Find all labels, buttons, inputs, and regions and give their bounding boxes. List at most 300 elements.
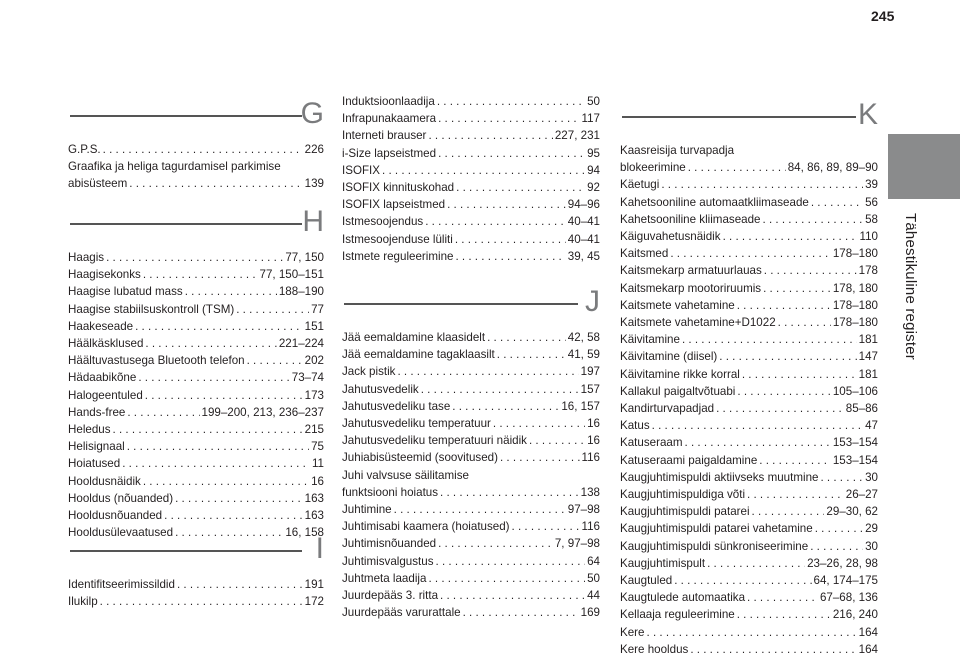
- dot-leader: [164, 507, 303, 524]
- index-entry-pages: 163: [304, 491, 324, 505]
- index-entry: [342, 501, 600, 518]
- index-entry-term: Käetugi: [620, 178, 660, 192]
- index-entry-term: Katuseraami paigaldamine: [620, 453, 758, 467]
- index-entry-list: [342, 329, 600, 621]
- dot-leader: [759, 452, 831, 469]
- chapter-side-label: Tähestikuline register: [902, 213, 919, 360]
- index-entry: [68, 141, 324, 158]
- index-entry-term: Juhtimisabi kaamera (hoiatused): [342, 520, 510, 534]
- index-entry-pages: 221–224: [278, 337, 324, 351]
- index-entry-pages: 39, 45: [567, 249, 600, 263]
- index-entry-term: Jahutusvedeliku tase: [342, 399, 451, 413]
- index-entry-pages: 92: [587, 181, 600, 195]
- index-entry-term: Juhtmeta laadija: [342, 571, 427, 585]
- index-entry-pages: 16, 157: [561, 399, 600, 413]
- index-entry-term: Kaitsmete vahetamine: [620, 298, 735, 312]
- index-entry: [68, 455, 324, 472]
- index-entry-pages: 163: [304, 509, 324, 523]
- index-entry-term: Hoiatused: [68, 457, 121, 471]
- index-entry-term: Kaitsmed: [620, 247, 669, 261]
- index-entry-pages: 151: [304, 319, 324, 333]
- index-entry-pages: 157: [580, 382, 600, 396]
- section-letter: K: [857, 98, 878, 131]
- dot-leader: [674, 572, 811, 589]
- index-entry-pages: 7, 97–98: [554, 537, 600, 551]
- index-entry-pages: 178: [858, 264, 878, 278]
- dot-leader: [122, 455, 310, 472]
- index-entry: [620, 331, 878, 348]
- index-entry: [342, 398, 600, 415]
- index-entry: [342, 145, 600, 162]
- dot-leader: [512, 518, 580, 535]
- index-entry: [342, 329, 600, 346]
- index-entry-pages: 30: [865, 539, 878, 553]
- dot-leader: [103, 141, 303, 158]
- dot-leader: [647, 624, 857, 641]
- index-entry-term: Hooldusnõuanded: [68, 509, 163, 523]
- index-entry-term: Kere hooldus: [620, 642, 689, 656]
- dot-leader: [815, 520, 863, 537]
- index-entry: [68, 473, 324, 490]
- index-entry-pages: 227, 231: [554, 129, 600, 143]
- index-entry: [68, 175, 324, 192]
- dot-leader: [690, 641, 856, 658]
- dot-leader: [440, 484, 579, 501]
- dot-leader: [143, 473, 309, 490]
- dot-leader: [100, 593, 303, 610]
- index-entry-term: Hooldusnäidik: [68, 474, 141, 488]
- index-entry: [342, 93, 600, 110]
- index-entry-term: ISOFIX: [342, 163, 381, 177]
- index-entry-pages: 164: [858, 642, 878, 656]
- index-entry-term: G.P.S.: [68, 143, 101, 156]
- dot-leader: [737, 383, 830, 400]
- index-entry-pages: 41, 59: [567, 348, 600, 362]
- index-entry-pages: 64: [587, 554, 600, 568]
- chapter-tab: [888, 134, 960, 199]
- dot-leader: [143, 266, 258, 283]
- index-entry: [342, 162, 600, 179]
- index-entry: [620, 606, 878, 623]
- index-entry-term: Kaugjuhtimispuldi aktiivseks muutmine: [620, 470, 819, 484]
- index-entry-term: Kallakul paigaltvõtuabi: [620, 384, 736, 398]
- index-entry: [342, 196, 600, 213]
- index-entry-pages: 11: [311, 457, 324, 471]
- index-entry-pages: 110: [859, 230, 878, 244]
- dot-leader: [421, 381, 579, 398]
- index-entry-term: Hooldus (nõuanded): [68, 491, 174, 505]
- index-entry-term: Kaugtuled: [620, 574, 673, 588]
- index-entry: [68, 404, 324, 421]
- index-entry-line: Graafika ja heliga tagurdamisel parkimise: [68, 160, 281, 174]
- index-entry: [342, 432, 600, 449]
- index-entry-pages: 47: [865, 419, 878, 433]
- dot-leader: [682, 331, 857, 348]
- index-entry-term: Jää eemaldamine tagaklaasilt: [342, 348, 495, 362]
- index-entry-term: Haagisekonks: [68, 268, 141, 282]
- index-entry-pages: 73–74: [291, 371, 324, 385]
- section-letter: G: [300, 97, 324, 130]
- index-entry: [620, 624, 878, 641]
- index-entry: [620, 503, 878, 520]
- index-entry-list: [68, 249, 324, 541]
- index-entry: [68, 490, 324, 507]
- index-entry-term: Kaugjuhtimispuldiga võti: [620, 488, 746, 502]
- index-entry-term: Haakeseade: [68, 319, 134, 333]
- dot-leader: [707, 555, 805, 572]
- index-entry: [620, 589, 878, 606]
- index-entry: [68, 301, 324, 318]
- dot-leader: [778, 314, 831, 331]
- index-entry-pages: 94–96: [567, 198, 600, 212]
- index-entry: [68, 438, 324, 455]
- dot-leader: [438, 110, 579, 127]
- dot-leader: [747, 589, 818, 606]
- index-entry: [68, 593, 324, 610]
- index-entry: [68, 421, 324, 438]
- index-entry: [342, 248, 600, 265]
- dot-leader: [493, 415, 585, 432]
- index-entry-pages: 105–106: [832, 384, 878, 398]
- section-divider: [70, 223, 302, 225]
- index-entry-pages: 67–68, 136: [819, 591, 878, 605]
- index-entry: [620, 297, 878, 314]
- index-entry-term: Kaitsmekarp armatuurlauas: [620, 264, 762, 278]
- index-entry-term: Haagis: [68, 251, 105, 264]
- section-divider: [344, 303, 578, 305]
- index-entry-pages: 181: [858, 333, 878, 347]
- dot-leader: [810, 538, 863, 555]
- index-entry-pages: 85–86: [845, 402, 878, 416]
- index-entry-pages: 94: [587, 163, 600, 177]
- index-entry-term: Käivitamine rikke korral: [620, 367, 740, 381]
- dot-leader: [127, 404, 199, 421]
- index-entry-pages: 58: [865, 212, 878, 226]
- index-entry-pages: 84, 86, 89, 89–90: [787, 161, 878, 175]
- index-entry-term: Haagise lubatud mass: [68, 285, 183, 299]
- index-entry: [620, 314, 878, 331]
- index-entry-pages: 64, 174–175: [813, 574, 878, 588]
- index-entry: [620, 366, 878, 383]
- index-entry-pages: 56: [865, 195, 878, 209]
- index-entry-list: [620, 142, 878, 658]
- index-entry-list: [342, 93, 600, 265]
- index-entry: [68, 266, 324, 283]
- dot-leader: [529, 432, 585, 449]
- dot-leader: [719, 348, 856, 365]
- index-entry-pages: 26–27: [845, 488, 878, 502]
- index-entry-term: blokeerimine: [620, 161, 686, 175]
- index-entry: [342, 346, 600, 363]
- dot-leader: [106, 249, 283, 266]
- index-entry-term: Käivitamine: [620, 333, 680, 347]
- index-entry-pages: 29: [865, 522, 878, 536]
- index-entry: [620, 486, 878, 503]
- index-entry-term: Istmesoojenduse lüliti: [342, 232, 453, 246]
- section-letter: J: [585, 285, 600, 318]
- index-entry: [620, 417, 878, 434]
- index-entry-pages: 77, 150–151: [259, 268, 324, 282]
- dot-leader: [497, 346, 566, 363]
- index-entry-pages: 188–190: [278, 285, 324, 299]
- dot-leader: [463, 604, 579, 621]
- index-entry-pages: 172: [304, 595, 324, 609]
- dot-leader: [397, 363, 578, 380]
- index-entry-term: Juhtimisvalgustus: [342, 554, 434, 568]
- dot-leader: [247, 352, 303, 369]
- index-entry-term: Hädaabikõne: [68, 371, 137, 385]
- dot-leader: [425, 213, 566, 230]
- index-entry: [620, 383, 878, 400]
- index-entry-pages: 77, 150: [285, 251, 324, 264]
- index-entry-term: Kere: [620, 625, 645, 639]
- index-entry-pages: 199–200, 213, 236–237: [201, 405, 324, 419]
- index-entry-pages: 75: [311, 440, 324, 454]
- index-entry-pages: 178–180: [832, 298, 878, 312]
- page-number: 245: [871, 8, 895, 24]
- dot-leader: [763, 211, 864, 228]
- index-entry-term: Käiguvahetusnäidik: [620, 230, 721, 244]
- index-entry: [342, 535, 600, 552]
- index-entry: [620, 469, 878, 486]
- index-entry-term: Infrapunakaamera: [342, 112, 437, 126]
- index-entry-pages: 16: [311, 474, 324, 488]
- index-entry-pages: 40–41: [567, 215, 600, 229]
- index-entry: [620, 452, 878, 469]
- index-entry-term: Juhtimine: [342, 503, 392, 517]
- dot-leader: [145, 335, 276, 352]
- index-section: [620, 98, 878, 658]
- index-entry: [68, 576, 324, 593]
- index-entry: [620, 572, 878, 589]
- index-entry-pages: 40–41: [567, 232, 600, 246]
- dot-leader: [145, 387, 303, 404]
- dot-leader: [811, 194, 863, 211]
- dot-leader: [723, 228, 858, 245]
- index-entry: [620, 400, 878, 417]
- dot-leader: [428, 127, 552, 144]
- dot-leader: [452, 398, 559, 415]
- dot-leader: [688, 159, 786, 176]
- index-entry-list: [68, 576, 324, 610]
- index-entry-pages: 147: [858, 350, 878, 364]
- index-entry-pages: 215: [304, 423, 324, 437]
- index-entry: [620, 641, 878, 658]
- index-entry-term: Juhtimisnõuanded: [342, 537, 437, 551]
- index-entry: [342, 553, 600, 570]
- dot-leader: [764, 262, 857, 279]
- index-entry-term: Hands-free: [68, 405, 126, 419]
- index-entry-term: Haagise stabiilsuskontroll (TSM): [68, 302, 235, 316]
- index-entry-pages: 50: [587, 95, 600, 108]
- index-entry-pages: 97–98: [567, 503, 600, 517]
- index-entry: [620, 555, 878, 572]
- index-entry-term: abisüsteem: [68, 177, 128, 191]
- dot-leader: [456, 179, 585, 196]
- index-entry-pages: 42, 58: [567, 331, 600, 344]
- dot-leader: [135, 318, 303, 335]
- section-header: [68, 205, 324, 249]
- index-entry-pages: 216, 240: [832, 608, 878, 622]
- section-header: [620, 98, 878, 142]
- dot-leader: [455, 248, 565, 265]
- section-letter: H: [302, 205, 324, 238]
- dot-leader: [437, 93, 585, 110]
- index-entry-pages: 153–154: [832, 436, 878, 450]
- dot-leader: [685, 434, 831, 451]
- dot-leader: [382, 162, 585, 179]
- index-entry-term: Halogeentuled: [68, 388, 143, 402]
- index-entry-term: Jahutusvedeliku temperatuuri näidik: [342, 434, 527, 448]
- dot-leader: [138, 369, 289, 386]
- index-entry-pages: 95: [587, 146, 600, 160]
- dot-leader: [737, 297, 831, 314]
- dot-leader: [447, 196, 566, 213]
- index-entry-term: Induktsioonlaadija: [342, 95, 435, 108]
- index-entry-term: Ilukilp: [68, 595, 98, 609]
- index-entry-term: Kahetsooniline automaatkliimaseade: [620, 195, 809, 209]
- index-entry-term: Kaitsmekarp mootoriruumis: [620, 281, 762, 295]
- index-entry-term: Juhiabisüsteemid (soovitused): [342, 451, 498, 465]
- index-entry-pages: 197: [580, 365, 600, 379]
- index-entry-term: Istmesoojendus: [342, 215, 424, 229]
- index-entry-term: i-Size lapseistmed: [342, 146, 437, 160]
- index-entry-pages: 164: [858, 625, 878, 639]
- index-entry-pages: 116: [581, 451, 600, 465]
- index-entry-pages: 77: [311, 302, 324, 316]
- index-section: [68, 205, 324, 541]
- dot-leader: [129, 175, 302, 192]
- section-divider: [70, 115, 302, 117]
- index-entry-pages: 29–30, 62: [826, 505, 878, 519]
- index-entry-pages: 117: [581, 112, 600, 126]
- dot-leader: [185, 283, 277, 300]
- index-entry-term: Kaugjuhtimispult: [620, 556, 706, 570]
- index-entry: [342, 231, 600, 248]
- index-entry: [620, 211, 878, 228]
- index-entry-pages: 44: [587, 589, 600, 603]
- index-entry: [620, 348, 878, 365]
- index-entry-term: Juurdepääs 3. ritta: [342, 589, 439, 603]
- index-entry-pages: 178, 180: [832, 281, 878, 295]
- index-entry-term: Kaugtulede automaatika: [620, 591, 746, 605]
- index-entry-pages: 116: [581, 520, 600, 534]
- index-entry: [342, 587, 600, 604]
- index-entry: [68, 283, 324, 300]
- index-entry-pages: 23–26, 28, 98: [807, 556, 878, 570]
- index-section: [342, 285, 600, 621]
- index-entry-pages: 191: [304, 578, 324, 591]
- dot-leader: [742, 366, 857, 383]
- index-entry-pages: 181: [858, 367, 878, 381]
- section-letter: I: [315, 532, 324, 565]
- index-entry-pages: 178–180: [832, 247, 878, 261]
- index-entry-term: Kaugjuhtimispuldi sünkroniseerimine: [620, 539, 809, 553]
- index-entry-term: Istmete reguleerimine: [342, 249, 454, 263]
- index-entry-term: Hooldusülevaatused: [68, 526, 174, 540]
- section-header: [342, 285, 600, 329]
- index-entry-pages: 16: [587, 417, 600, 431]
- index-entry: [620, 280, 878, 297]
- index-entry-term: Häälkäsklused: [68, 337, 144, 351]
- index-entry: [342, 484, 600, 501]
- index-entry-pages: 153–154: [832, 453, 878, 467]
- index-entry-term: Kandirturvapadjad: [620, 402, 715, 416]
- section-divider: [70, 550, 302, 552]
- index-entry: [342, 518, 600, 535]
- index-entry-pages: 178–180: [832, 316, 878, 330]
- index-entry-term: Katus: [620, 419, 650, 433]
- index-section: [68, 97, 324, 193]
- index-entry-term: Katuseraam: [620, 436, 683, 450]
- dot-leader: [763, 280, 831, 297]
- index-entry: [342, 570, 600, 587]
- index-entry-pages: 139: [304, 177, 324, 191]
- index-entry-term: Kellaaja reguleerimine: [620, 608, 735, 622]
- dot-leader: [127, 438, 309, 455]
- index-entry: [342, 110, 600, 127]
- dot-leader: [487, 329, 566, 346]
- index-entry-pages: 16, 158: [285, 526, 324, 540]
- index-entry-pages: 202: [304, 354, 324, 368]
- index-entry-term: Jää eemaldamine klaasidelt: [342, 331, 486, 344]
- index-entry: [620, 434, 878, 451]
- dot-leader: [670, 245, 831, 262]
- index-entry: [342, 381, 600, 398]
- index-entry: [620, 538, 878, 555]
- index-entry: [68, 335, 324, 352]
- index-entry: [68, 507, 324, 524]
- dot-leader: [175, 490, 303, 507]
- index-entry: [68, 369, 324, 386]
- dot-leader: [438, 145, 585, 162]
- index-entry-term: Jahutusvedelik: [342, 382, 419, 396]
- index-entry-term: Jahutusvedeliku temperatuur: [342, 417, 491, 431]
- dot-leader: [500, 449, 580, 466]
- index-entry-term: Häältuvastusega Bluetooth telefon: [68, 354, 245, 368]
- index-entry-pages: 169: [580, 606, 600, 620]
- index-entry-term: Kaugjuhtimispuldi patarei: [620, 505, 750, 519]
- section-header: [68, 97, 324, 141]
- index-entry-pages: 50: [587, 571, 600, 585]
- index-entry-list: [68, 141, 324, 193]
- dot-leader: [652, 417, 863, 434]
- index-entry-pages: 30: [865, 470, 878, 484]
- section-divider: [622, 116, 856, 118]
- index-entry-term: Helisignaal: [68, 440, 125, 454]
- dot-leader: [113, 421, 303, 438]
- index-entry-term: Kahetsooniline kliimaseade: [620, 212, 761, 226]
- index-entry: [342, 604, 600, 621]
- index-entry-term: Identifitseerimissildid: [68, 578, 175, 591]
- index-entry-line: Juhi valvsuse säilitamise: [342, 468, 469, 482]
- index-entry: [620, 520, 878, 537]
- dot-leader: [820, 469, 863, 486]
- dot-leader: [661, 176, 863, 193]
- index-entry-pages: 226: [304, 143, 324, 156]
- dot-leader: [177, 576, 303, 593]
- dot-leader: [455, 231, 566, 248]
- index-entry: [68, 352, 324, 369]
- dot-leader: [394, 501, 566, 518]
- index-entry-pages: 173: [304, 388, 324, 402]
- index-entry-term: ISOFIX lapseistmed: [342, 198, 446, 212]
- index-entry-term: Juurdepääs varurattale: [342, 606, 461, 620]
- index-entry: [620, 262, 878, 279]
- dot-leader: [428, 570, 585, 587]
- index-entry: [620, 228, 878, 245]
- index-entry: [342, 415, 600, 432]
